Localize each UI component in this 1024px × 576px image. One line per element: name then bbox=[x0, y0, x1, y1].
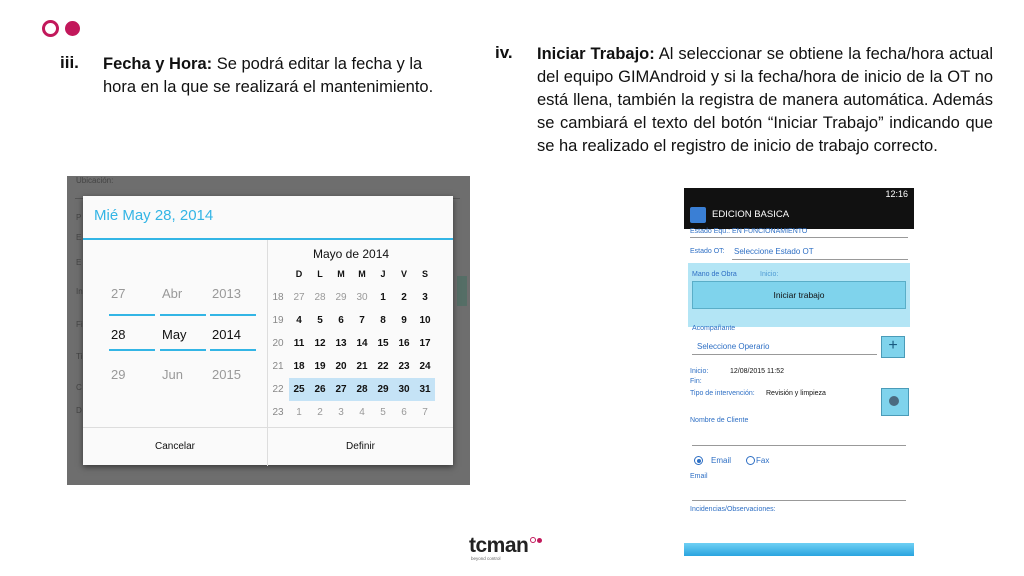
day-current[interactable]: 28 bbox=[111, 327, 126, 342]
spinner-divider bbox=[160, 314, 206, 316]
week-number: 20 bbox=[272, 338, 284, 349]
define-button[interactable]: Definir bbox=[346, 441, 375, 452]
calendar-day[interactable]: 4 bbox=[296, 315, 302, 326]
calendar-week-row bbox=[268, 355, 435, 378]
calendar-day[interactable]: 9 bbox=[401, 315, 407, 326]
calendar-day[interactable]: 7 bbox=[359, 315, 365, 326]
dialog-footer bbox=[83, 427, 453, 466]
calendar-week-row bbox=[268, 401, 435, 424]
bg-label: In bbox=[76, 287, 83, 296]
inicio-value: 12/08/2015 11:52 bbox=[730, 368, 784, 375]
calendar-day[interactable]: 30 bbox=[356, 292, 368, 303]
footer-logo-ring bbox=[530, 537, 536, 543]
calendar-day[interactable]: 31 bbox=[419, 384, 431, 395]
email-option-label: Email bbox=[711, 456, 732, 465]
tipo-intervencion-label: Tipo de intervención: bbox=[690, 390, 755, 397]
acompanante-label: Acompañante bbox=[692, 325, 736, 332]
fax-option-label: Fax bbox=[756, 456, 770, 465]
month-next[interactable]: Jun bbox=[162, 367, 183, 382]
calendar-day[interactable]: 14 bbox=[356, 338, 368, 349]
phone-screenshot bbox=[684, 188, 914, 556]
calendar-day[interactable]: 4 bbox=[359, 407, 365, 418]
calendar-day[interactable]: 10 bbox=[419, 315, 431, 326]
weekday-header: M bbox=[337, 269, 345, 279]
calendar-day[interactable]: 2 bbox=[317, 407, 323, 418]
calendar-day[interactable]: 11 bbox=[293, 338, 305, 349]
calendar-day[interactable]: 8 bbox=[380, 315, 386, 326]
date-picker-dialog bbox=[83, 196, 453, 465]
brand-logo-ring bbox=[42, 20, 59, 37]
incidencias-label: Incidencias/Observaciones: bbox=[690, 506, 776, 513]
iniciar-trabajo-button[interactable]: Iniciar trabajo bbox=[692, 281, 906, 309]
calendar-day[interactable]: 5 bbox=[380, 407, 386, 418]
field-underline bbox=[692, 354, 877, 355]
iniciar-trabajo-paragraph bbox=[537, 43, 993, 158]
cliente-input[interactable] bbox=[692, 445, 906, 446]
calendar-day[interactable]: 16 bbox=[398, 338, 410, 349]
bg-label: P bbox=[76, 213, 82, 222]
status-bar bbox=[684, 188, 914, 201]
year-current[interactable]: 2014 bbox=[212, 327, 241, 342]
day-prev[interactable]: 27 bbox=[111, 286, 126, 301]
spinner-divider bbox=[109, 314, 155, 316]
calendar-day[interactable]: 22 bbox=[377, 361, 389, 372]
add-operator-button[interactable]: + bbox=[881, 336, 905, 358]
calendar-day[interactable]: 13 bbox=[335, 338, 347, 349]
fin-label: Fin: bbox=[690, 378, 702, 385]
calendar-day[interactable]: 2 bbox=[401, 292, 407, 303]
calendar-day[interactable]: 29 bbox=[377, 384, 389, 395]
calendar-day[interactable]: 28 bbox=[356, 384, 368, 395]
footer-brand: tcman bbox=[469, 534, 529, 557]
calendar-day[interactable]: 6 bbox=[401, 407, 407, 418]
bg-label: D bbox=[76, 406, 82, 415]
calendar-month-title: Mayo de 2014 bbox=[313, 247, 390, 261]
calendar-day[interactable]: 30 bbox=[398, 384, 410, 395]
week-number: 21 bbox=[272, 361, 284, 372]
back-icon[interactable] bbox=[881, 388, 909, 416]
calendar-week-row bbox=[268, 332, 435, 355]
month-current[interactable]: May bbox=[162, 327, 187, 342]
spinner-divider bbox=[210, 314, 256, 316]
calendar-day[interactable]: 1 bbox=[380, 292, 386, 303]
bg-panel bbox=[457, 276, 467, 306]
operario-select[interactable]: Seleccione Operario bbox=[697, 342, 770, 351]
dialog-header bbox=[83, 196, 453, 240]
bg-label: E bbox=[76, 258, 82, 267]
email-input[interactable] bbox=[692, 500, 906, 501]
calendar-day[interactable]: 21 bbox=[356, 361, 368, 372]
field-underline bbox=[690, 237, 908, 238]
week-number: 18 bbox=[272, 292, 284, 303]
calendar-day[interactable]: 25 bbox=[293, 384, 305, 395]
app-title: EDICION BASICA bbox=[712, 209, 790, 220]
calendar-day[interactable]: 20 bbox=[335, 361, 347, 372]
week-number: 19 bbox=[272, 315, 284, 326]
iniciar-trabajo-heading: Iniciar Trabajo: bbox=[537, 45, 655, 63]
calendar-day[interactable]: 19 bbox=[314, 361, 326, 372]
calendar-day[interactable]: 26 bbox=[314, 384, 326, 395]
calendar-day[interactable]: 6 bbox=[338, 315, 344, 326]
weekday-header: M bbox=[358, 269, 366, 279]
footer-logo-dot bbox=[537, 538, 542, 543]
calendar-day[interactable]: 24 bbox=[419, 361, 431, 372]
tipo-intervencion-value: Revisión y limpieza bbox=[766, 390, 826, 397]
list-numeral-iv: iv. bbox=[495, 43, 513, 62]
spinner-divider bbox=[109, 349, 155, 351]
spinner-divider bbox=[210, 349, 256, 351]
field-underline bbox=[732, 259, 908, 260]
footer-tagline: beyond control bbox=[471, 556, 501, 561]
iniciar-trabajo-text: Al seleccionar se obtiene la fecha/hora actual del equipo GIMAndroid y si la fecha/hora de inicio de la OT no está llena, también la registra de manera automática. Además se cambiará el texto del botón “Iniciar Trabajo” indicando que se ha realizado el registro de inicio de trabajo correcto. bbox=[537, 45, 993, 155]
email-radio[interactable] bbox=[694, 456, 703, 465]
calendar-day[interactable]: 1 bbox=[296, 407, 302, 418]
mano-obra-label: Mano de Obra bbox=[692, 271, 737, 278]
inicio-short-label: Inicio: bbox=[760, 271, 779, 278]
calendar-day[interactable]: 23 bbox=[398, 361, 410, 372]
bg-label: C bbox=[76, 383, 82, 392]
email-label: Email bbox=[690, 473, 708, 480]
calendar-day[interactable]: 5 bbox=[317, 315, 323, 326]
action-bar bbox=[684, 201, 914, 229]
cliente-label: Nombre de Cliente bbox=[690, 417, 749, 424]
calendar-day[interactable]: 3 bbox=[338, 407, 344, 418]
bg-label: Ubicación: bbox=[76, 176, 114, 185]
bg-label: Fi bbox=[76, 320, 83, 329]
month-prev[interactable]: Abr bbox=[162, 286, 183, 301]
weekday-header: L bbox=[317, 269, 323, 279]
calendar-week-row bbox=[268, 378, 435, 401]
status-time: 12:16 bbox=[885, 189, 908, 199]
bottom-bar bbox=[684, 543, 914, 556]
bg-label: E bbox=[76, 233, 82, 242]
calendar-day[interactable]: 28 bbox=[314, 292, 326, 303]
cancel-button[interactable]: Cancelar bbox=[83, 428, 268, 466]
year-next[interactable]: 2015 bbox=[212, 367, 241, 382]
list-numeral-iii: iii. bbox=[60, 53, 79, 72]
estado-equipo-label: Estado Equ.: EN FUNCIONAMIENTO bbox=[690, 228, 808, 235]
calendar-week-row bbox=[268, 309, 435, 332]
weekday-header: J bbox=[380, 269, 386, 279]
calendar-day[interactable]: 7 bbox=[422, 407, 428, 418]
weekday-header: S bbox=[421, 269, 428, 279]
dialog-title: Mié May 28, 2014 bbox=[94, 207, 214, 224]
weekday-header: V bbox=[400, 269, 407, 279]
calendar-day[interactable]: 27 bbox=[293, 292, 305, 303]
calendar-day[interactable]: 18 bbox=[293, 361, 305, 372]
weekday-header-row bbox=[268, 263, 435, 286]
calendar-day[interactable]: 27 bbox=[335, 384, 347, 395]
fecha-hora-heading: Fecha y Hora: bbox=[103, 55, 213, 73]
calendar-week-row bbox=[268, 286, 435, 309]
spinner-divider bbox=[160, 349, 206, 351]
week-number: 23 bbox=[272, 407, 284, 418]
inicio-label: Inicio: bbox=[690, 368, 709, 375]
bg-label: Ti bbox=[76, 352, 83, 361]
fecha-hora-text: Se podrá editar la fecha y la hora en la que se realizará el mantenimiento. bbox=[103, 55, 434, 96]
day-next[interactable]: 29 bbox=[111, 367, 126, 382]
estado-ot-select[interactable]: Seleccione Estado OT bbox=[734, 247, 814, 256]
app-icon[interactable] bbox=[690, 207, 706, 223]
calendar-day[interactable]: 17 bbox=[419, 338, 431, 349]
fax-radio[interactable] bbox=[746, 456, 755, 465]
brand-logo-dot bbox=[65, 21, 80, 36]
fecha-hora-paragraph bbox=[103, 53, 453, 99]
calendar-day[interactable]: 15 bbox=[377, 338, 389, 349]
calendar-day[interactable]: 29 bbox=[335, 292, 347, 303]
calendar-day[interactable]: 3 bbox=[422, 292, 428, 303]
estado-ot-label: Estado OT: bbox=[690, 248, 725, 255]
year-prev[interactable]: 2013 bbox=[212, 286, 241, 301]
weekday-header: D bbox=[295, 269, 303, 279]
week-number: 22 bbox=[272, 384, 284, 395]
calendar-day[interactable]: 12 bbox=[314, 338, 326, 349]
